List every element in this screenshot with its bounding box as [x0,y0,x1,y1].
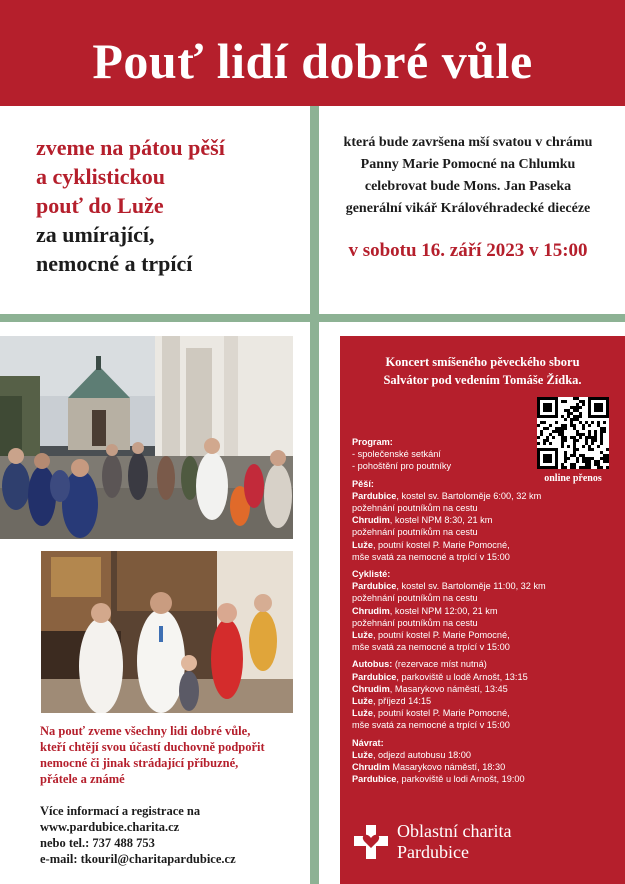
bus-line [352,695,622,707]
cyclists-line [352,617,622,629]
detail: požehnání poutníkům na cestu [352,593,478,604]
invite-line: nemocné a trpící [36,251,193,276]
info-line: Panny Marie Pomocné na Chlumku [360,157,576,172]
photo-outdoor-gathering [0,336,293,539]
detail: požehnání poutníkům na cestu [352,503,478,514]
detail: , příjezd 14:15 [372,696,432,707]
cyclists-line [352,605,622,617]
charity-cross-icon [352,823,390,861]
walkers-line [352,551,622,563]
walkers-line [352,514,622,526]
bus-line [352,671,622,683]
photo-interior-illustration [41,551,293,713]
contact-info [40,803,305,867]
bus-line [352,683,622,695]
invitation-text [36,133,306,278]
place: Pardubice [352,581,397,592]
cyclists-line [352,592,622,604]
cyclists-line [352,629,622,641]
info-line: která bude završena mší svatou v chrámu [343,135,593,150]
online-stream-label: online přenos [544,473,602,484]
detail: požehnání poutníkům na cestu [352,527,478,538]
place: Pardubice [352,490,397,501]
detail: mše svatá za nemocné a trpící v 15:00 [352,551,510,562]
info-line: celebrovat bude Mons. Jan Paseka [364,179,572,194]
photo-interior-blessing [41,551,293,713]
charity-logo [352,818,622,868]
detail: , odjezd autobusu 18:00 [372,749,472,760]
bus-heading-row [352,658,622,670]
contact-intro: Více informací a registrace na [40,804,201,818]
cyclists-heading: Cyklisté: [352,569,391,580]
detail: , parkoviště u lodě Arnošt, 13:15 [396,671,528,682]
walkers-heading: Pěší: [352,478,374,489]
detail: požehnání poutníkům na cestu [352,617,478,628]
place: Chrudim [352,515,390,526]
place: Chrudim [352,683,390,694]
cyclists-line [352,580,622,592]
return-line [352,761,622,773]
mass-info [323,132,613,220]
divider-vertical-bottom [310,322,319,884]
event-date: v sobotu 16. září 2023 v 15:00 [348,240,588,261]
place: Pardubice [352,671,397,682]
page-title: Pouť lidí dobré vůle [92,33,533,89]
place: Chrudim [352,762,390,773]
charity-name-line1: Oblastní charita [397,821,512,841]
walkers-line [352,539,622,551]
bus-line [352,707,622,719]
invite-line: zveme na pátou pěší [36,135,225,160]
walkers-line [352,526,622,538]
detail: , kostel NPM 12:00, 21 km [389,605,498,616]
program-item: - pohoštění pro poutníky [352,461,452,472]
contact-email[interactable]: e-mail: tkouril@charitapardubice.cz [40,852,236,866]
invite-line: za umírající, [36,222,155,247]
bus-line [352,719,622,731]
place: Luže [352,539,373,550]
place: Chrudim [352,605,390,616]
cyclists-line [352,641,622,653]
return-line [352,773,622,785]
invite-line: pouť do Luže [36,193,164,218]
charity-name-line2: Pardubice [397,842,469,862]
program-panel [340,336,625,884]
place: Luže [352,630,373,641]
concert-line: Koncert smíšeného pěveckého sboru [385,355,580,369]
place: Luže [352,708,373,719]
concert-info [340,353,625,389]
appeal-line: kteří chtějí svou účastí duchovně podpořit [40,740,265,754]
detail: mše svatá za nemocné a trpící v 15:00 [352,642,510,653]
return-heading: Návrat: [352,737,384,748]
appeal-text [40,723,300,787]
invite-line: a cyklistickou [36,164,165,189]
contact-phone[interactable]: nebo tel.: 737 488 753 [40,836,155,850]
concert-line: Salvátor pod vedením Tomáše Žídka. [383,373,582,387]
appeal-line: přátele a známé [40,772,125,786]
appeal-line: nemocné či jinak strádající příbuzné, [40,756,239,770]
bus-note: (rezervace míst nutná) [392,659,487,670]
schedule [352,436,622,785]
detail: , kostel sv. Bartoloměje 6:00, 32 km [396,490,542,501]
detail: , kostel sv. Bartoloměje 11:00, 32 km [396,581,546,592]
detail: , parkoviště u lodi Arnošt, 19:00 [396,774,525,785]
detail: Masarykovo náměstí, 18:30 [389,762,506,773]
contact-website[interactable]: www.pardubice.charita.cz [40,820,180,834]
appeal-line: Na pouť zveme všechny lidi dobré vůle, [40,724,251,738]
charity-name [397,821,511,863]
detail: , Masarykovo náměstí, 13:45 [389,683,508,694]
info-line: generální vikář Královéhradecké diecéze [345,201,591,216]
detail: , kostel NPM 8:30, 21 km [389,515,493,526]
detail: , poutní kostel P. Marie Pomocné, [372,708,510,719]
header-banner [0,0,625,106]
place: Luže [352,696,373,707]
divider-vertical-top [310,106,319,314]
photo-outdoor-illustration [0,336,293,539]
walkers-line [352,502,622,514]
place: Pardubice [352,774,397,785]
detail: mše svatá za nemocné a trpící v 15:00 [352,720,510,731]
program-heading: Program: [352,437,393,447]
bus-heading: Autobus: [352,659,393,670]
detail: , poutní kostel P. Marie Pomocné, [372,539,510,550]
place: Luže [352,749,373,760]
divider-horizontal [0,314,625,322]
return-line [352,749,622,761]
walkers-line [352,490,622,502]
program-item: - společenské setkání [352,449,441,460]
detail: , poutní kostel P. Marie Pomocné, [372,630,510,641]
